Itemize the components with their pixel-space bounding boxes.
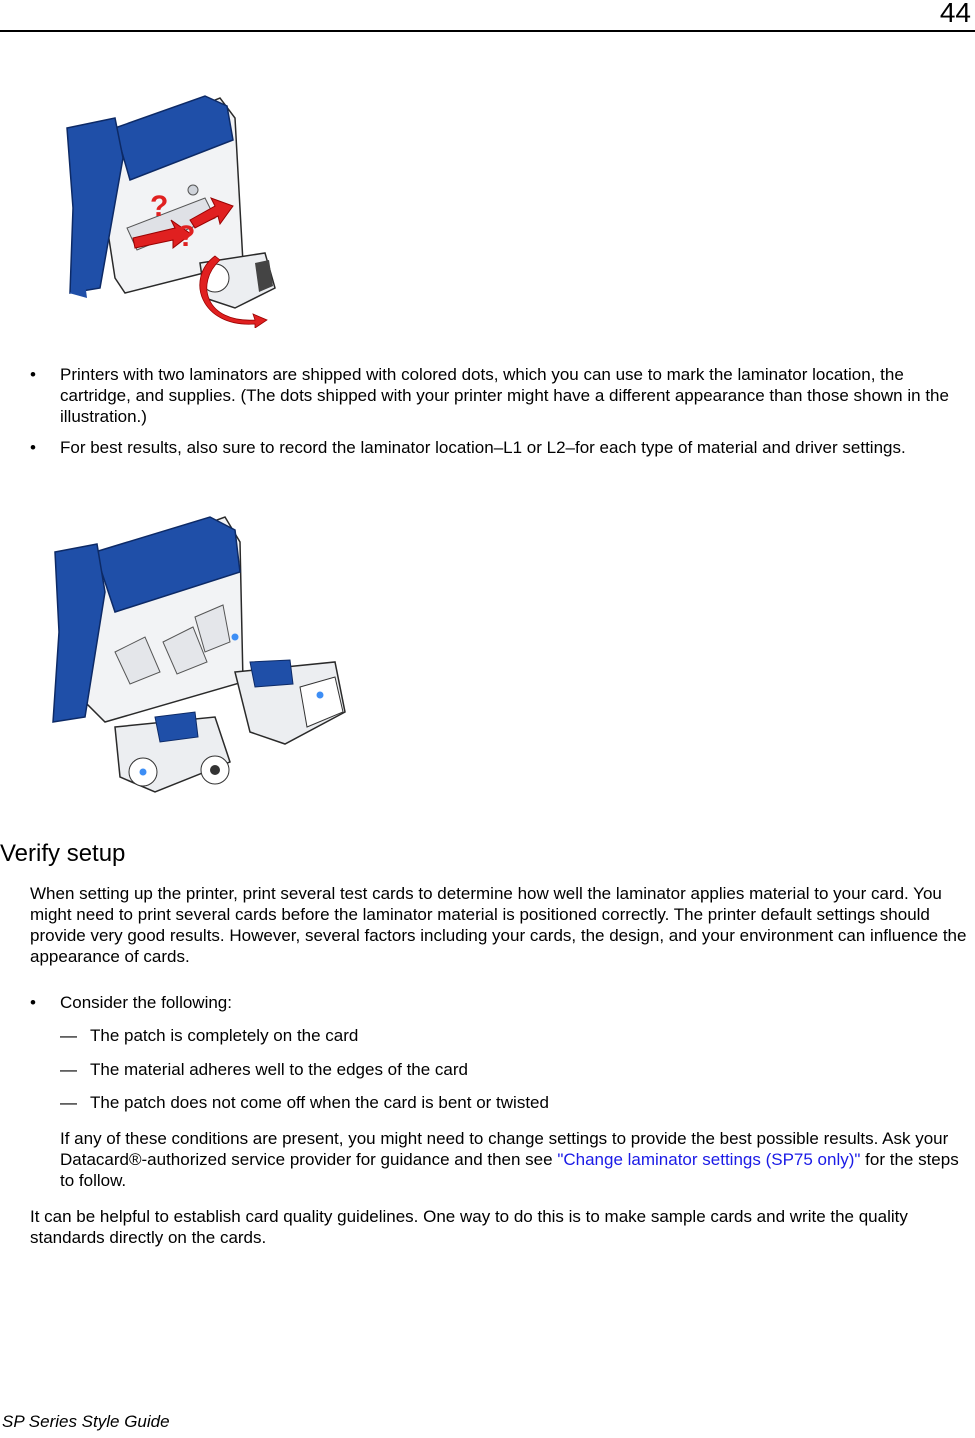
change-laminator-settings-link[interactable]: "Change laminator settings (SP75 only)" xyxy=(557,1150,861,1169)
condition-item xyxy=(60,1092,549,1113)
followup-text-end: for the steps to follow. xyxy=(60,1150,959,1190)
section-heading: Verify setup xyxy=(0,840,126,867)
list-item xyxy=(30,437,965,458)
question-mark-1: ? xyxy=(150,190,169,223)
marker-dot-laminator-2 xyxy=(140,769,147,776)
bullet-text: Consider the following: xyxy=(60,993,232,1012)
bullet-symbol: • xyxy=(30,438,36,457)
header-rule xyxy=(0,30,975,32)
condition-text: The patch does not come off when the card is bent or twisted xyxy=(90,1093,549,1112)
footer-title: SP Series Style Guide xyxy=(2,1412,170,1431)
list-item xyxy=(30,992,965,1013)
condition-text: The patch is completely on the card xyxy=(90,1026,359,1045)
list-item xyxy=(30,364,965,427)
dash-symbol: — xyxy=(60,1026,77,1045)
printer-laminator-illustration-2 xyxy=(45,512,355,804)
dash-symbol: — xyxy=(60,1060,77,1079)
followup-paragraph xyxy=(60,1128,970,1191)
followup-text: If any of these conditions are present, you might need to change settings to provide the best possible results. Ask your Datacard®-authorized service provider for guidance and then see xyxy=(60,1129,949,1169)
condition-item xyxy=(60,1025,358,1046)
bullet-symbol: • xyxy=(30,993,36,1012)
closing-paragraph: It can be helpful to establish card quality guidelines. One way to do this is to make sample cards and write the quality standards directly on the cards. xyxy=(30,1207,908,1247)
laminator-tips-list xyxy=(30,364,965,468)
marker-dot-laminator-1 xyxy=(317,692,324,699)
printer-laminator-illustration-1 xyxy=(55,88,295,328)
marker-dot-printer xyxy=(232,634,239,641)
bullet-symbol: • xyxy=(30,365,36,384)
bullet-text: For best results, also sure to record the laminator location–L1 or L2–for each type of material and driver settings. xyxy=(60,438,906,457)
page-number: 44 xyxy=(939,0,971,28)
dash-symbol: — xyxy=(60,1093,77,1112)
question-mark-2: ? xyxy=(177,220,196,253)
condition-item xyxy=(60,1059,468,1080)
intro-paragraph: When setting up the printer, print several test cards to determine how well the laminator applies material to your card. You might need to print several cards before the laminator material is positioned correctly. The printer default settings should provide very good results. However, several factors including your cards, the design, and your environment can influence the appearance of cards. xyxy=(30,884,967,966)
condition-text: The material adheres well to the edges of the card xyxy=(90,1060,468,1079)
consider-list xyxy=(30,992,965,1023)
bullet-text: Printers with two laminators are shipped with colored dots, which you can use to mark the laminator location, the cartridge, and supplies. (The dots shipped with your printer might have a different appearance than those shown in the illustration.) xyxy=(60,365,949,426)
